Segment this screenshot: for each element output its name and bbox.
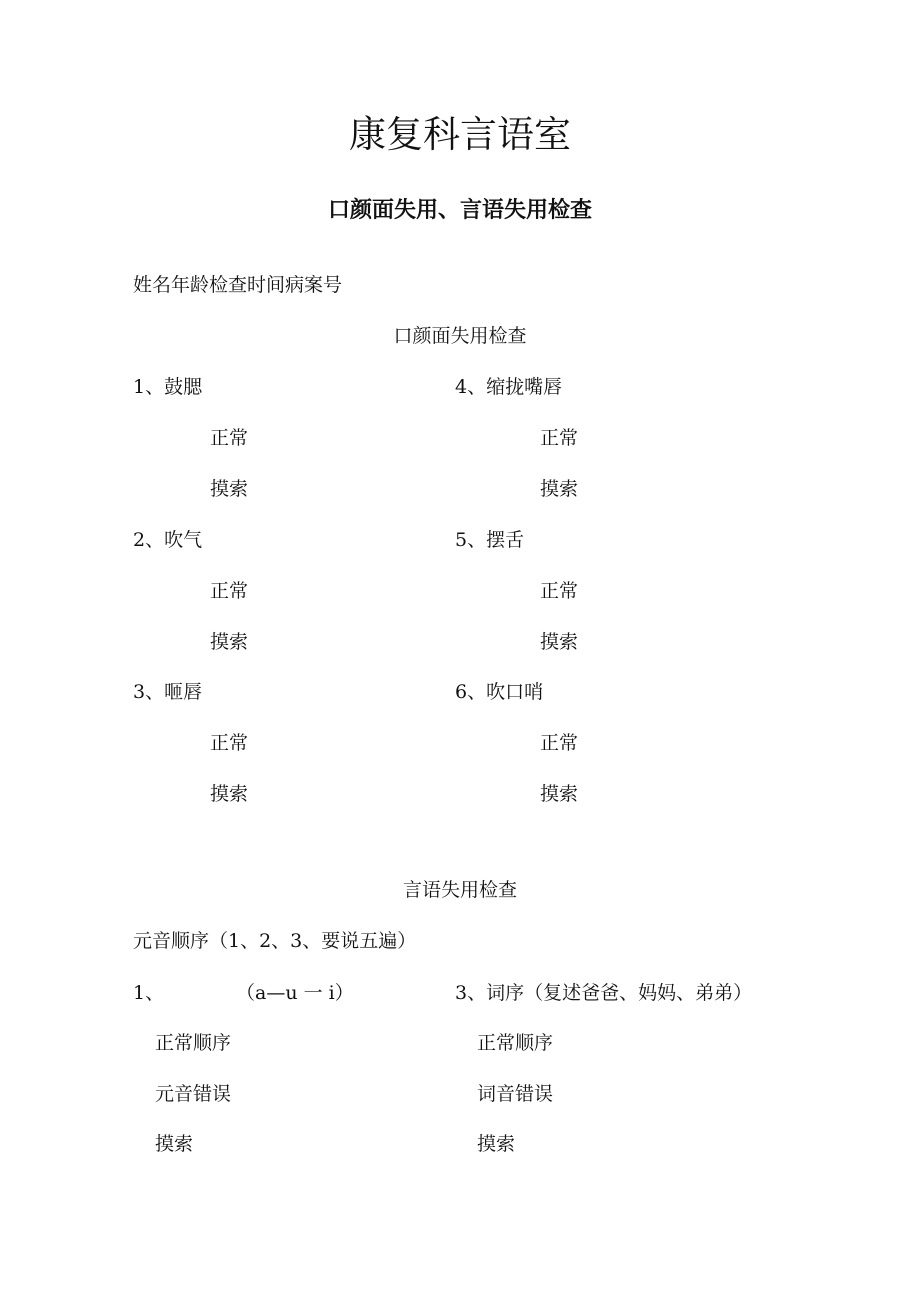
document-subtitle: 口颜面失用、言语失用检查 <box>327 198 592 223</box>
speech-item-option: 摸索 <box>477 1133 516 1155</box>
oral-item-option: 摸索 <box>540 478 579 500</box>
oral-item-option: 正常 <box>540 580 579 602</box>
speech-item-label: 3、词序（复述爸爸、妈妈、弟弟） <box>455 982 753 1004</box>
speech-item-number: 1、 <box>133 982 165 1004</box>
oral-item-option: 摸索 <box>540 631 579 653</box>
oral-item-option: 摸索 <box>210 783 249 805</box>
oral-item-option: 正常 <box>540 427 579 449</box>
oral-section-heading: 口颜面失用检查 <box>393 325 527 347</box>
oral-item-label: 3、咂唇 <box>133 681 203 703</box>
patient-info-line: 姓名年龄检查时间病案号 <box>133 274 343 296</box>
speech-item-option: 元音错误 <box>155 1083 232 1105</box>
oral-item-option: 正常 <box>210 427 249 449</box>
oral-item-option: 摸索 <box>210 478 249 500</box>
oral-item-option: 正常 <box>210 732 249 754</box>
speech-item-option: 摸索 <box>155 1133 194 1155</box>
oral-item-label: 1、鼓腮 <box>133 376 203 398</box>
speech-section-heading: 言语失用检查 <box>402 879 517 901</box>
speech-item-option: 词音错误 <box>477 1083 554 1105</box>
speech-item-content: （a—u 一 i） <box>236 982 354 1004</box>
oral-item-option: 摸索 <box>540 783 579 805</box>
vowel-order-instruction: 元音顺序（1、2、3、要说五遍） <box>133 930 417 952</box>
oral-item-label: 4、缩拢嘴唇 <box>455 376 563 398</box>
oral-item-option: 摸索 <box>210 631 249 653</box>
oral-item-label: 2、吹气 <box>133 529 203 551</box>
speech-item-option: 正常顺序 <box>155 1032 232 1054</box>
oral-item-option: 正常 <box>210 580 249 602</box>
oral-item-label: 5、摆舌 <box>455 529 525 551</box>
oral-item-option: 正常 <box>540 732 579 754</box>
oral-item-label: 6、吹口哨 <box>455 681 544 703</box>
document-title: 康复科言语室 <box>349 113 571 156</box>
speech-item-option: 正常顺序 <box>477 1032 554 1054</box>
